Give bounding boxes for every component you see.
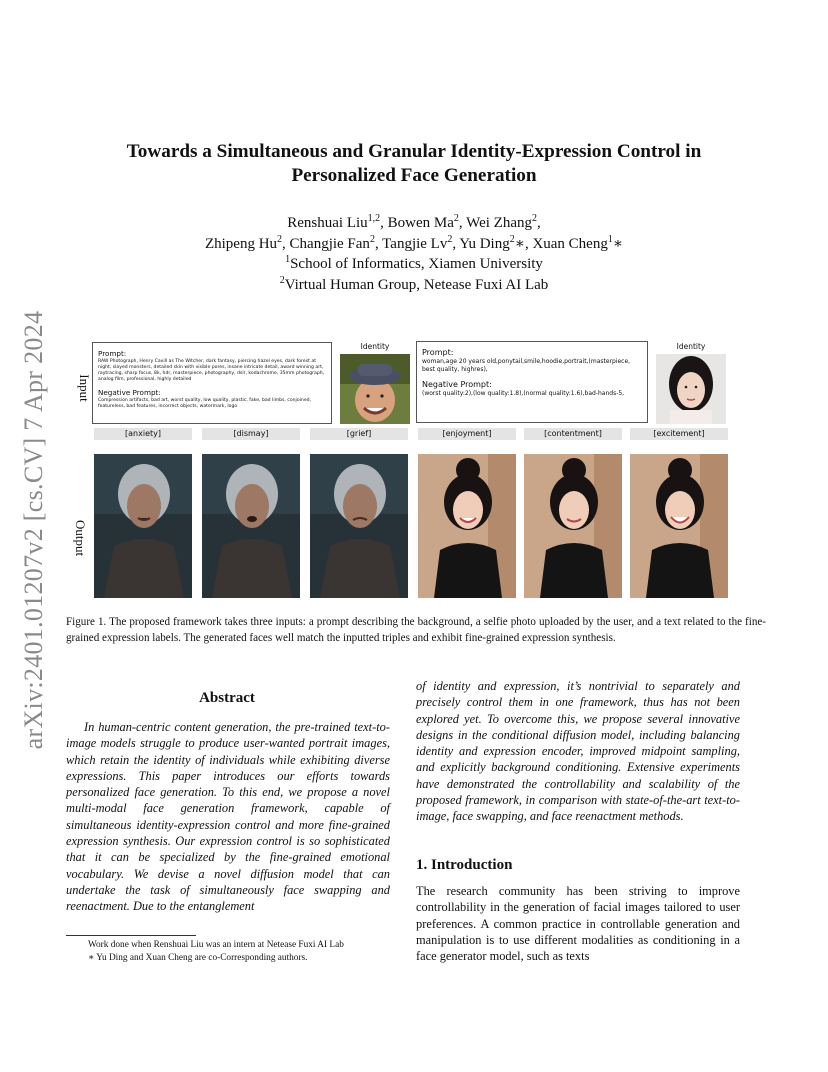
output-image-contentment bbox=[524, 454, 622, 598]
arxiv-sidebar-stamp: arXiv:2401.01207v2 [cs.CV] 7 Apr 2024 bbox=[19, 310, 48, 750]
negative-prompt-heading: Negative Prompt: bbox=[422, 380, 492, 389]
expression-label-anxiety: [anxiety] bbox=[94, 428, 192, 440]
introduction-heading: 1. Introduction bbox=[416, 857, 513, 873]
authors-line-1: Renshuai Liu$^{1,2}$, Bowen Ma$^2$, Wei Zhang$^2$, bbox=[287, 213, 541, 231]
identity-photo-man bbox=[340, 354, 410, 424]
identity-label-2: Identity bbox=[676, 342, 706, 351]
expression-label-dismay: [dismay] bbox=[202, 428, 300, 440]
paper-title: Towards a Simultaneous and Granular Identity-Expression Control in Personalized Face Generation bbox=[126, 141, 702, 186]
output-image-dismay bbox=[202, 454, 300, 598]
prompt-text: RAW Photograph, Henry Cavill as The Witcher, dark fantasy, piercing hazel eyes, dark forest at night, slayed monsters, detailed skin with visible pores, insane intricate detail, award winning art, raytracing, sharp focus, 8k, hdr, masterpiece, photography, dslr, kodachrome, 35mm photograph, analog film, professional, highly detailed bbox=[98, 359, 325, 382]
output-row-label: Output bbox=[73, 519, 88, 557]
author-block bbox=[80, 213, 748, 295]
affiliation-2: $^2$Virtual Human Group, Netease Fuxi AI Lab bbox=[279, 274, 549, 293]
affiliation-1: $^1$School of Informatics, Xiamen University bbox=[285, 254, 543, 272]
output-image-grief bbox=[310, 454, 408, 598]
figure-caption: Figure 1. The proposed framework takes three inputs: a prompt describing the background, a selfie photo uploaded by the user, and a text related to the fine-grained expression labels. The generated faces well match the inputted triples and exhibit fine-grained expression synthesis. bbox=[66, 616, 766, 645]
prompt-text: woman,age 20 years old,ponytail,smile,hoodie,portrait,(masterpiece, best quality, highres), bbox=[422, 358, 631, 373]
prompt-heading: Prompt: bbox=[422, 348, 454, 357]
identity-photo-woman bbox=[656, 354, 726, 424]
negative-prompt-heading: Negative Prompt: bbox=[98, 388, 161, 397]
prompt-heading: Prompt: bbox=[98, 349, 127, 358]
footnote-2: ∗ Yu Ding and Xuan Cheng are co-Corresponding authors. bbox=[88, 953, 308, 963]
negative-prompt-text: (worst quality:2),(low quality:1.8),(normal quality:1.6),bad-hands-5, bbox=[422, 390, 625, 397]
expression-label-contentment: [contentment] bbox=[524, 428, 622, 440]
abstract-text: In human-centric content generation, the pre-trained text-to-image models struggle to produce user-wanted portrait images, which retain the identity of individuals while exhibiting diverse expressions. This paper introduces our efforts towards personalized face generation. To this end, we propose a novel multi-modal face generation framework, capable of simultaneous identity-expression control and more fine-grained expression synthesis. Our expression control is so sophisticated that it can be specialized by the fine-grained emotional vocabulary. We devise a novel diffusion model that can undertake the task of simultaneously face swapping and reenactment. Due to the entanglement bbox=[66, 720, 390, 914]
input-row-label: Input bbox=[77, 374, 92, 402]
footnotes bbox=[66, 939, 396, 965]
prompt-box-woman bbox=[416, 341, 648, 423]
prompt-box-witcher bbox=[92, 342, 332, 424]
authors-line-2: Zhipeng Hu$^2$, Changjie Fan$^2$, Tangjie Lv$^2$, Yu Ding$^2$∗, Xuan Cheng$^1$∗ bbox=[204, 233, 624, 252]
expression-label-grief: [grief] bbox=[310, 428, 408, 440]
expression-label-enjoyment: [enjoyment] bbox=[418, 428, 516, 440]
identity-label-1: Identity bbox=[360, 342, 390, 351]
footnote-1: Work done when Renshuai Liu was an intern at Netease Fuxi AI Lab bbox=[88, 940, 344, 950]
abstract-heading: Abstract bbox=[199, 690, 255, 706]
footnote-rule bbox=[66, 935, 196, 936]
introduction-text: The research community has been striving to improve controllability in the generation of facial images tailored to user preferences. A common practice in controllable generation and manipulation is to use different modalities as conditioning in a face generator model, such as texts bbox=[416, 884, 740, 964]
output-image-anxiety bbox=[94, 454, 192, 598]
output-image-enjoyment bbox=[418, 454, 516, 598]
abstract-continuation: of identity and expression, it’s nontrivial to separately and precisely control them in one framework, thus has not been explored yet. To overcome this, we propose several innovative designs in the conditional diffusion model, including balancing identity and expression encoder, improved midpoint sampling, and explicitly background conditioning. Extensive experiments have demonstrated the controllability and scalability of the proposed framework, in comparison with state-of-the-art text-to-image, face swapping, and face reenactment methods. bbox=[416, 679, 740, 824]
negative-prompt-text: Compression artifacts, bad art, worst quality, low quality, plastic, fake, bad limbs, conjoined, featureless, bad features, incorrect objects, watermark, logo bbox=[98, 398, 312, 409]
expression-label-excitement: [excitement] bbox=[630, 428, 728, 440]
output-image-excitement bbox=[630, 454, 728, 598]
